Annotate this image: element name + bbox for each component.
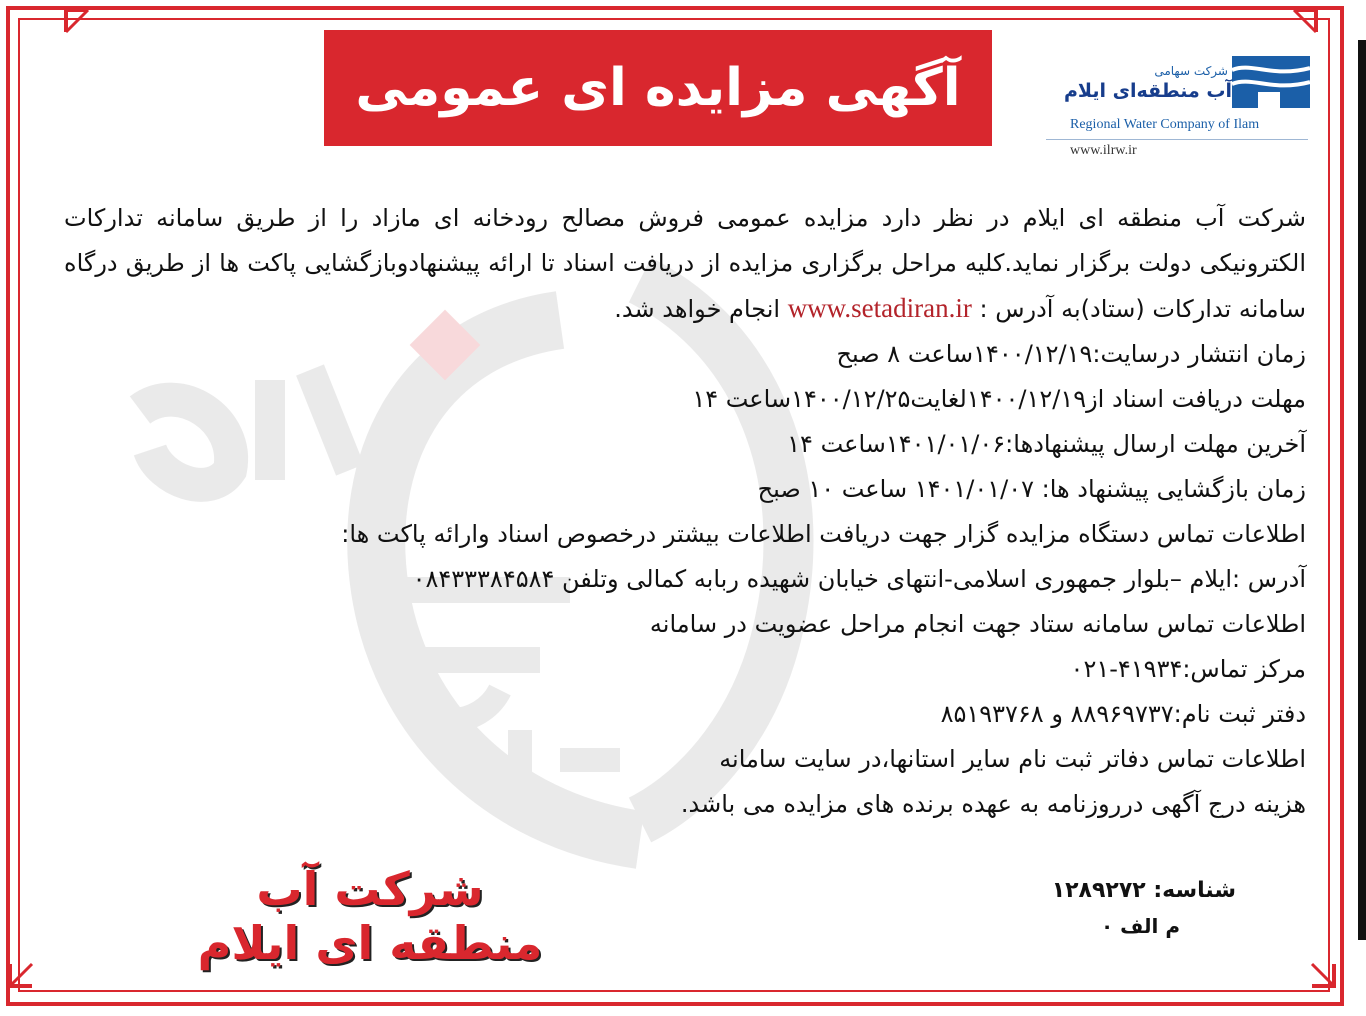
logo-company-name: آب منطقه‌ای ایلام — [1064, 80, 1232, 102]
logo-english-name: Regional Water Company of Ilam — [1070, 117, 1260, 132]
logo-company-type: شرکت سهامی — [1154, 64, 1228, 78]
contact-info-heading: اطلاعات تماس دستگاه مزایده گزار جهت دریافت اطلاعات بیشتر درخصوص اسناد وارائه پاکت ها: — [341, 520, 1306, 548]
corner-ornament-top-left — [62, 6, 92, 36]
corner-ornament-bottom-right — [1308, 960, 1338, 990]
setad-contact-heading: اطلاعات تماس سامانه ستاد جهت انجام مراحل عضویت در سامانه — [649, 610, 1306, 638]
page-edge-strip — [1358, 40, 1366, 940]
call-center-line: مرکز تماس:۴۱۹۳۴-۰۲۱ — [1070, 655, 1306, 683]
opening-time-line: زمان بازگشایی پیشنهاد ها: ۱۴۰۱/۰۱/۰۷ ساعت ۱۰ صبح — [757, 475, 1306, 503]
address-phone-line: آدرس :ایلام –بلوار جمهوری اسلامی-انتهای خیابان شهیده ربابه کمالی وتلفن ۰۸۴۳۳۳۸۴۵۸۴ — [412, 565, 1306, 593]
publish-time-line: زمان انتشار درسایت:۱۴۰۰/۱۲/۱۹ساعت ۸ صبح — [836, 340, 1306, 368]
announcement-id: شناسه: ۱۲۸۹۲۷۲ — [1051, 878, 1236, 903]
intro-text-end: انجام خواهد شد. — [614, 295, 788, 323]
corner-ornament-bottom-left — [6, 960, 36, 990]
announcement-title-banner — [324, 30, 992, 146]
logo-website: www.ilrw.ir — [1070, 143, 1137, 158]
water-company-logo-icon — [1232, 56, 1310, 108]
document-deadline-line: مهلت دریافت اسناد از۱۴۰۰/۱۲/۱۹لغایت۱۴۰۰/۱۲/۲۵ساعت ۱۴ — [692, 385, 1306, 413]
announcement-title: آگهی مزایده ای عمومی — [355, 58, 961, 118]
registration-office-line: دفتر ثبت نام:۸۸۹۶۹۷۳۷ و ۸۵۱۹۳۷۶۸ — [940, 700, 1306, 728]
footer-company-name: شرکت آب منطقه ای ایلام — [197, 862, 543, 970]
provincial-offices-line: اطلاعات تماس دفاتر ثبت نام سایر استانها،در سایت سامانه — [719, 745, 1306, 773]
announcement-body — [64, 196, 1306, 827]
announcement-code: م الف ۰ — [1101, 914, 1180, 938]
intro-text: شرکت آب منطقه ای ایلام در نظر دارد مزایده عمومی فروش مصالح رودخانه ای مازاد را از طریق سامانه تدارکات الکترونیکی دولت برگزار نماید.کلیه مراحل برگزاری مزایده از دریافت اسناد تا ارائه پیشنهادوبازگشایی پاکت ها از طریق درگاه سامانه تدارکات (ستاد)به آدرس : — [64, 204, 1306, 323]
logo-divider — [1046, 139, 1308, 140]
submission-deadline-line: آخرین مهلت ارسال پیشنهادها:۱۴۰۱/۰۱/۰۶ساعت ۱۴ — [787, 430, 1306, 458]
corner-ornament-top-right — [1290, 6, 1320, 36]
advertising-cost-line: هزینه درج آگهی درروزنامه به عهده برنده های مزایده می باشد. — [680, 790, 1306, 818]
intro-paragraph — [64, 196, 1306, 332]
setad-website-link[interactable]: www.setadiran.ir — [787, 293, 972, 323]
